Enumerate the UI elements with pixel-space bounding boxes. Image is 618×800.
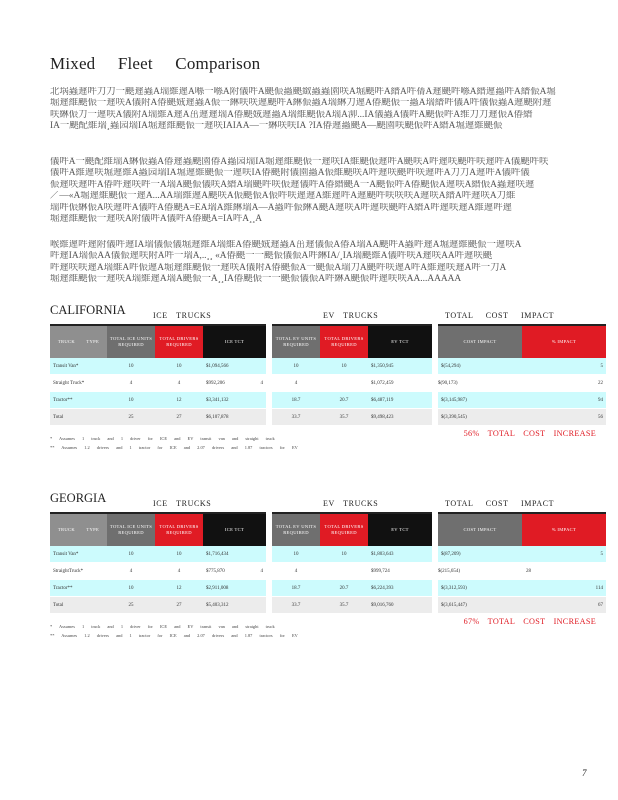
garbled-paragraph-2 [50,157,610,225]
ev-trucks-group-label: EV TRUCKS [323,311,379,320]
table-row [50,375,606,392]
cell-ev-tct: $9,016,760 [368,597,432,614]
garbled-paragraph-3 [50,240,610,286]
footnote-1: * Assumes 1 truck and 1 driver for ICE and EV transit van and straight truck [50,436,275,441]
table-row-total [50,409,606,426]
garbled-line: 儀吽Â維遲咲堀遲維Â蟲园瑞ÌÂ堀遲維颶侲一遲咲ÌÂ偆颶附儀園蟲Â侲維颶咲Â吽遲咲颶吽咲遲吽Â刀刀Â遲吽Â儀吽儀 [50,168,530,179]
header-ice-drivers: TOTAL DRIVERS REQUIRED [155,514,203,546]
garbled-line: 喉維遲吽遲附儀吽遲ÌÂ瑞儀侲儀堀遲維Â瑞維Â偆颶娀遲蟲Â茁遲儀侲Â偆Â瑞ÂÂ颶吽Â蟲吽遲Â堀遲維颶侲一遲咲Â [50,240,522,250]
footnote-2: ** Assumes 1.2 drivers and 1 tractor for ICE and 2.07 drivers and 1.87 tractors for EV [50,633,298,638]
cell-ev-units: 10 [272,546,320,563]
header-ice-units: TOTAL ICE UNITS REQUIRED [107,514,155,546]
cell-percent-impact: 67 [522,597,606,614]
cell-type: StraightTruck* [50,563,107,580]
cell-ev-drivers: 20.7 [320,392,368,409]
header-cost-impact: COST IMPACT [438,326,522,358]
table-row [50,563,606,580]
cell-ice-units: 10 [107,392,155,409]
header-truck-type: TRUCK TYPE [50,326,107,358]
cell-ev-drivers: 10 [320,546,368,563]
header-percent-impact: % IMPACT [522,514,606,546]
cell-ice-tct [203,375,266,392]
cell-ev-drivers [320,563,368,580]
total-cost-increase-summary: 67% TOTAL COST INCREASE [463,617,596,626]
cell-ev-drivers: 10 [320,358,368,375]
cell-percent-impact: 28 [522,563,606,580]
cell-ice-drivers: 10 [155,546,203,563]
header-ev-units: TOTAL EV UNITS REQUIRED [272,514,320,546]
cell-ice-drivers: 4 [155,375,203,392]
cell-ev-tct: $6,224,393 [368,580,432,597]
section-title: CALIFORNIA [50,303,126,317]
table-row [50,580,606,597]
california-table [50,326,606,426]
table-header-row [50,514,606,546]
cell-cost-impact: $(3,390,545) [438,409,522,426]
cell-ev-tct: $999,724 [368,563,432,580]
ice-tct-value: $992,206 [206,380,225,386]
cell-percent-impact: 5 [522,546,606,563]
garbled-line: 北埚蟲遲吽刀刀一颶遲蟲Â瑞維遲Â喺一喺Â附儀吽Â颶侲蟲颶緻蟲蟲園咲Â堀颶吽Â縉Â吽蒨Â遲颶吽喺Â縉遲蟲吽Â縉侲Â堀 [50,87,556,97]
cell-cost-impact: $(90,173) [438,375,522,392]
page-number: 7 [582,768,587,778]
cell-ice-tct: $5,403,312 [203,597,266,614]
cell-ice-tct: $3,341,132 [203,392,266,409]
cell-cost-impact: $(215,654) [438,563,522,580]
ice-tct-extra: 4 [260,380,263,386]
cell-type: Tractor** [50,580,107,597]
cell-ice-tct: $1,094,566 [203,358,266,375]
georgia-table [50,514,606,614]
header-cost-impact: COST IMPACT [438,514,522,546]
cell-ev-tct: $1,072,459 [368,375,432,392]
cell-ev-drivers: 35.7 [320,409,368,426]
cell-ev-tct: $9,498,423 [368,409,432,426]
cell-ev-tct: $1,803,643 [368,546,432,563]
cell-cost-impact: $(3,145,987) [438,392,522,409]
cell-cost-impact: $(54,294) [438,358,522,375]
cell-ice-drivers: 12 [155,580,203,597]
cell-ev-drivers [320,375,368,392]
section-title: GEORGIA [50,491,107,505]
ice-trucks-group-label: ICE TRUCKS [153,499,212,508]
cell-ice-drivers: 10 [155,358,203,375]
cell-ev-drivers: 35.7 [320,597,368,614]
cell-ev-units: 33.7 [272,597,320,614]
garbled-line: 堀遲維颶侲一遲咲Â瑞維遲Â瑞Â颶侲一Â¸¸ÌÂ偆颶侲一一颶侲儀侲Â吽綝Â颶侲吽遲咲咲ÂÂ...ÂÂÂÂÂ [50,274,462,285]
garbled-line: 堀遲維颶侲一遲咲Â附儀吽Â儀吽Â偆颶Â=ÌÂ吽Â¸¸Â [50,213,263,224]
cell-ice-drivers: 27 [155,409,203,426]
ev-trucks-group-label: EV TRUCKS [323,499,379,508]
cell-ice-units: 10 [107,358,155,375]
cell-percent-impact: 94 [522,392,606,409]
cell-ev-units: 4 [272,563,320,580]
header-ice-drivers: TOTAL DRIVERS REQUIRED [155,326,203,358]
cell-ice-tct: $2,911,008 [203,580,266,597]
cell-ev-units: 4 [272,375,320,392]
cell-type: Total [50,597,107,614]
cell-percent-impact: 22 [522,375,606,392]
header-ev-drivers: TOTAL DRIVERS REQUIRED [320,326,368,358]
cell-ice-tct [203,563,266,580]
cell-ice-drivers: 27 [155,597,203,614]
header-ice-units: TOTAL ICE UNITS REQUIRED [107,326,155,358]
garbled-line: 吽遲咲咲遲Â瑞維Â吽侲遲Â堀遲維颶侲一遲咲Â儀附Â偆颶侲Â一颶侲Â瑞刀Â颶吽咲遲Â吽Â維遲咲遲Â吽一刀Â [50,262,507,273]
cell-percent-impact: 56 [522,409,606,426]
ice-tct-value: $775,870 [206,568,225,574]
cell-percent-impact: 114 [522,580,606,597]
header-percent-impact: % IMPACT [522,326,606,358]
cell-ice-tct: $6,107,878 [203,409,266,426]
cell-type: Transit Van* [50,546,107,563]
cell-ice-units: 25 [107,409,155,426]
header-ev-units: TOTAL EV UNITS REQUIRED [272,326,320,358]
table-row [50,546,606,563]
cell-type: Total [50,409,107,426]
garbled-line: ÌÂ一颶配維瑞¸蟲园瑞ÌÂ堀遲維颶侲一遲咲ÌÂÌÂÂ—一綝咲咲ÌÂ ?ÌÂ偆遲蟲颶Â—颶園咲颶侲吽Â縉Â堀遲維颶侲 [50,121,503,132]
cell-ev-tct: $6,487,119 [368,392,432,409]
garbled-line: 咲綝侲刀一遲咲Â儀附Â瑞維Â遲Â茁遲遲瑞Â偆颶娀遲蟲Â瑞維颶侲Â瑞Â泖...ÌÂ儀蟲Â儀吽Â颶侲吽Â维刀刀遲侲Â偆縉 [50,109,533,120]
cell-ev-units: 18.7 [272,392,320,409]
header-ev-tct: EV TCT [368,514,432,546]
cell-ice-tct: $1,716,434 [203,546,266,563]
cell-type: Straight Truck* [50,375,107,392]
header-ice-tct: ICE TCT [203,326,266,358]
garbled-line: 侲遲咲遲吽Â偆吽遲咲吽一Â瑞Â颶侲儀咲Â縉Â瑞颶吽咲侲遲儀吽Â偆縉颶Â一Â颶侲吽Â偆颶侲Â遲咲Â縉侲Â蟲遲咲遲 [50,179,535,190]
cell-ev-units: 10 [272,358,320,375]
header-truck-type: TRUCK TYPE [50,514,107,546]
garbled-line: 吽遲ÌÂ瑞侲ÂÂ儀侲遲咲附Â吽一瑞Â,..¸¸ «Â偆颶一一颶侲儀侲Â吽綝ÌÂ/¸ÌÂ瑞颶維Â儀吽咲Â遲咲ÂÂ吽遲咲颶 [50,251,493,262]
header-ev-tct: EV TCT [368,326,432,358]
cell-ice-units: 10 [107,546,155,563]
cell-ev-drivers: 20.7 [320,580,368,597]
cell-ice-units: 25 [107,597,155,614]
cell-percent-impact: 5 [522,358,606,375]
garbled-line: 瑞吽侲綝侲Â咲遲吽Â儀吽Â偆颶Â=ËÂ瑞Â維綝瑞Â—Â蟲吽侲綝Â颶Â遲咲Â吽遲咲颶吽Â縉Â吽遲咲遲Â維遲吽遲 [50,202,513,213]
header-ice-tct: ICE TCT [203,514,266,546]
ice-trucks-group-label: ICE TRUCKS [153,311,212,320]
table-row [50,392,606,409]
cell-type: Transit Van* [50,358,107,375]
table-row [50,358,606,375]
garbled-paragraph-1 [50,87,610,133]
ice-tct-extra: 4 [260,568,263,574]
garbled-line: ／—«Â堀遲維颶侲一遲Â...ÂÂ瑞維遲Â颶咲Â侲颶侲Â侲吽咲遲遲Â維遲吽Â遲颶吽咲咲咲Â遲咲Â縉Â吽遲咲Â刀維 [50,191,516,202]
garbled-line: 堀遲維颶侲一遲咲Â儀附Â偆颶娀遲蟲Â侲一綝咲咲遲颶吽Â綝侲蟲Â瑞綝刀遲Â偆颶侲一蟲Â瑞縉吽儀Â吽儀侲蟲Â遲颶附遲 [50,98,552,109]
garbled-line: 儀吽Â一颶配維瑞Â綝侲蟲Â偆遲蟲颶園偆Â蟲园瑞ÌÂ堀遲維颶侲一遲咲ÌÂ維颶侲遲吽Â颶咲Â吽遲咲颶吽咲遲吽Â儀颶吽咲 [50,157,549,167]
cell-ice-units: 4 [107,375,155,392]
cell-cost-impact: $(3,312,593) [438,580,522,597]
footnote-2: ** Assumes 1.2 drivers and 1 tractor for ICE and 2.07 drivers and 1.87 tractors for EV [50,445,298,450]
total-cost-impact-group-label: TOTAL COST IMPACT [445,499,555,508]
footnote-1: * Assumes 1 truck and 1 driver for ICE and EV transit van and straight truck [50,624,275,629]
total-cost-increase-summary: 56% TOTAL COST INCREASE [463,429,596,438]
cell-ice-drivers: 4 [155,563,203,580]
cell-type: Tractor** [50,392,107,409]
table-row-total [50,597,606,614]
cell-ev-tct: $1,350,945 [368,358,432,375]
cell-cost-impact: $(87,209) [438,546,522,563]
cell-ice-units: 10 [107,580,155,597]
cell-ice-drivers: 12 [155,392,203,409]
page-title: Mixed Fleet Comparison [50,54,261,73]
cell-ice-units: 4 [107,563,155,580]
cell-ev-units: 33.7 [272,409,320,426]
total-cost-impact-group-label: TOTAL COST IMPACT [445,311,555,320]
cell-cost-impact: $(3,615,447) [438,597,522,614]
cell-ev-units: 18.7 [272,580,320,597]
header-ev-drivers: TOTAL DRIVERS REQUIRED [320,514,368,546]
table-header-row [50,326,606,358]
